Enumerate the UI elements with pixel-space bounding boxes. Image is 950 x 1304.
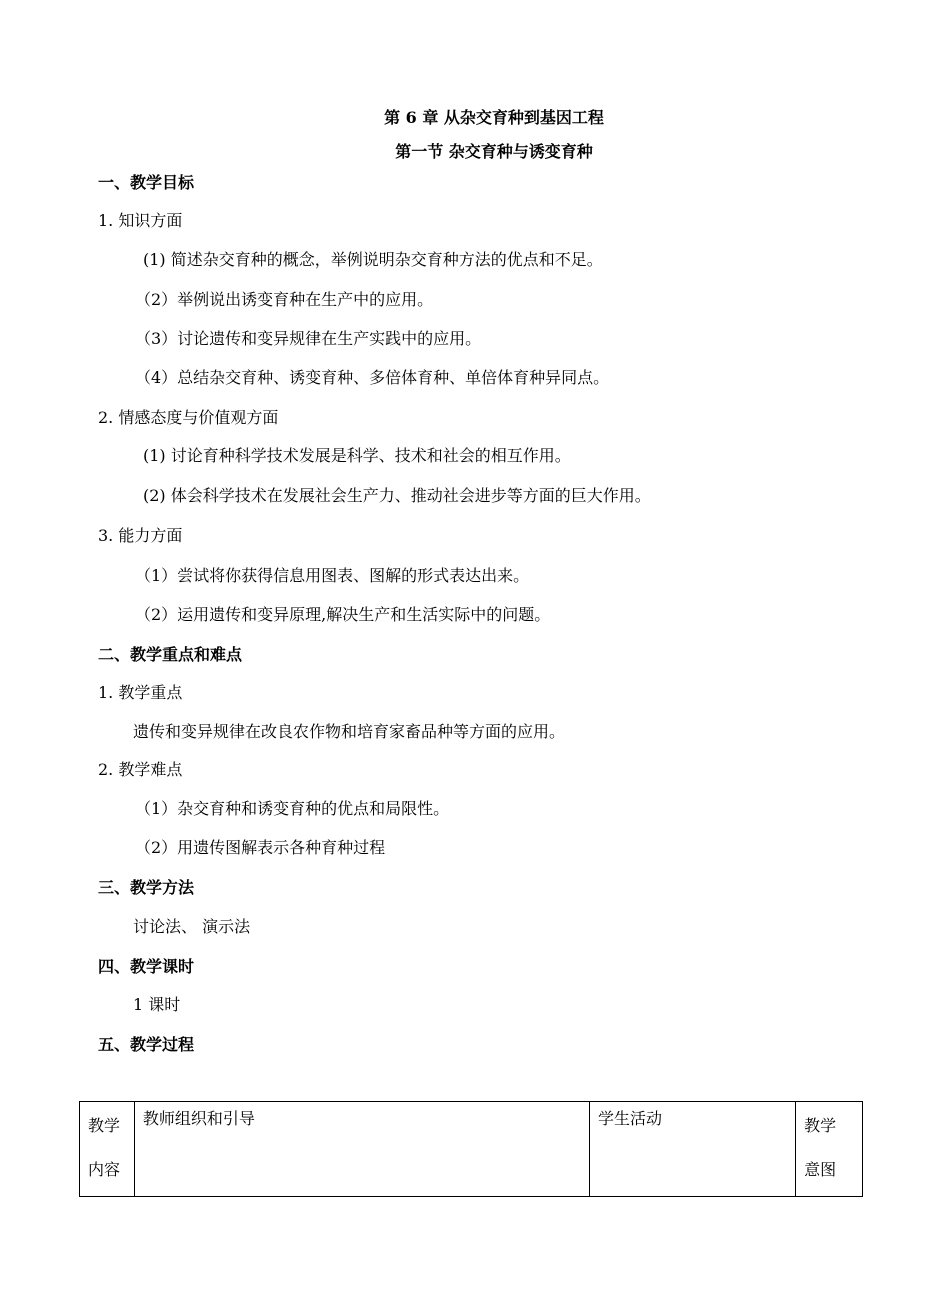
list-item: (1) 简述杂交育种的概念，举例说明杂交育种方法的优点和不足。 [143, 250, 603, 269]
heading-methods: 三、教学方法 [98, 878, 195, 897]
heading-hours: 四、教学课时 [98, 957, 195, 976]
cell-text: 学生活动 [597, 1109, 662, 1128]
table-cell-student [589, 1102, 795, 1197]
subheading-key: 1. 教学重点 [98, 683, 183, 702]
list-item: （4）总结杂交育种、诱变育种、多倍体育种、单倍体育种异同点。 [135, 368, 610, 387]
list-item: （2）运用遗传和变异原理,解决生产和生活实际中的问题。 [135, 605, 551, 624]
table-cell-teacher [134, 1102, 589, 1197]
list-item: （2）举例说出诱变育种在生产中的应用。 [135, 290, 434, 309]
heading-process: 五、教学过程 [98, 1035, 195, 1054]
methods-text: 讨论法、 演示法 [133, 917, 251, 936]
heading-key-points: 二、教学重点和难点 [98, 645, 243, 664]
list-item: （3）讨论遗传和变异规律在生产实践中的应用。 [135, 329, 482, 348]
list-item: (2) 体会科学技术在发展社会生产力、推动社会进步等方面的巨大作用。 [143, 486, 651, 505]
table-cell-content [80, 1102, 135, 1197]
key-point-text: 遗传和变异规律在改良农作物和培育家畜品种等方面的应用。 [133, 722, 566, 741]
section-title: 第一节 杂交育种与诱变育种 [395, 142, 593, 161]
cell-text: 内容 [88, 1160, 121, 1179]
chapter-title: 第 6 章 从杂交育种到基因工程 [384, 108, 604, 127]
table-cell-intent [796, 1102, 863, 1197]
list-item: （1）杂交育种和诱变育种的优点和局限性。 [135, 799, 450, 818]
list-item: (1) 讨论育种科学技术发展是科学、技术和社会的相互作用。 [143, 446, 571, 465]
subheading-attitude: 2. 情感态度与价值观方面 [98, 408, 279, 427]
subheading-difficult: 2. 教学难点 [98, 760, 183, 779]
cell-text: 意图 [804, 1160, 837, 1179]
cell-text: 教学 [804, 1116, 837, 1135]
cell-text: 教学 [88, 1116, 121, 1135]
table-row [80, 1102, 863, 1197]
list-item: （1）尝试将你获得信息用图表、图解的形式表达出来。 [135, 566, 530, 585]
heading-teaching-goals: 一、教学目标 [98, 173, 195, 192]
subheading-knowledge: 1. 知识方面 [98, 211, 183, 230]
subheading-ability: 3. 能力方面 [98, 526, 183, 545]
process-table [79, 1101, 863, 1197]
cell-text: 教师组织和引导 [142, 1109, 255, 1128]
hours-text: 1 课时 [133, 995, 181, 1014]
list-item: （2）用遗传图解表示各种育种过程 [135, 838, 386, 857]
